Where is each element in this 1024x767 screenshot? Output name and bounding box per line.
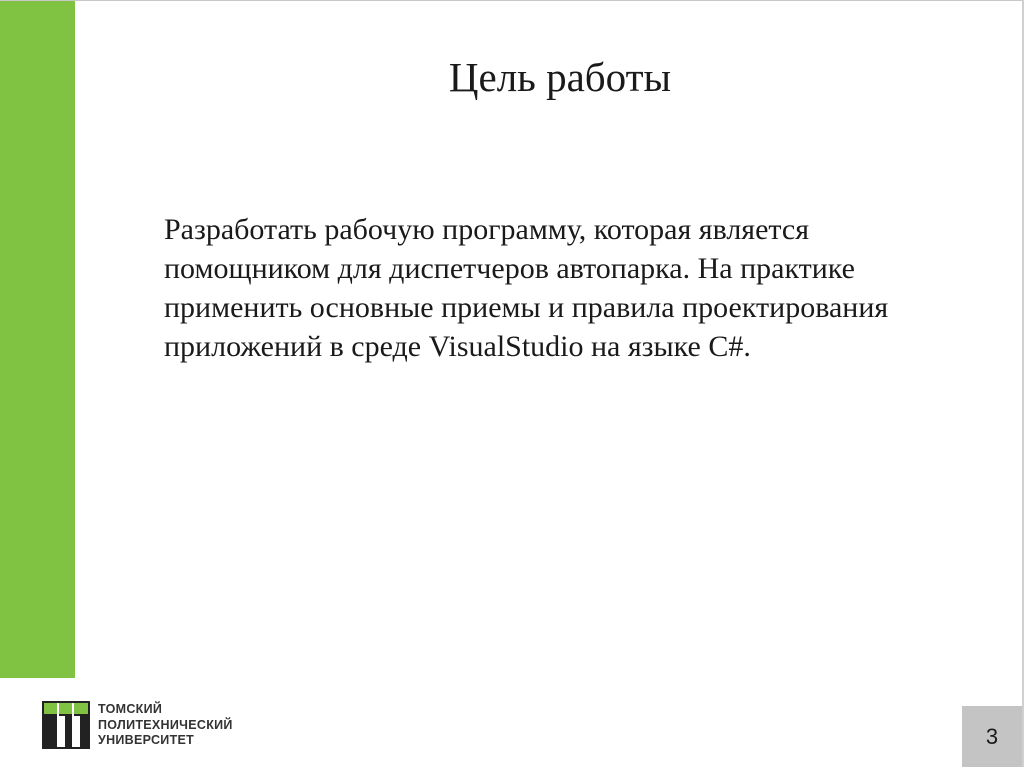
accent-side-bar xyxy=(0,1,75,678)
tpu-logo-icon xyxy=(42,701,90,749)
logo-line: ТОМСКИЙ xyxy=(98,702,163,716)
slide-body xyxy=(164,210,964,366)
slide-title: Цель работы xyxy=(448,54,672,100)
university-logo xyxy=(42,701,302,751)
page-number-box xyxy=(962,706,1022,767)
slide-top-border xyxy=(0,0,1024,1)
body-line: помощником для диспетчеров автопарка. На практике xyxy=(164,252,855,285)
page-number: 3 xyxy=(985,724,999,749)
body-line: применить основные приемы и правила проектирования xyxy=(164,291,889,324)
body-line: приложений в среде VisualStudio на языке C#. xyxy=(164,330,751,363)
logo-line: ПОЛИТЕХНИЧЕСКИЙ xyxy=(98,717,233,732)
logo-line: УНИВЕРСИТЕТ xyxy=(98,733,195,747)
body-line: Разработать рабочую программу, которая является xyxy=(164,213,810,246)
university-name xyxy=(98,702,233,749)
